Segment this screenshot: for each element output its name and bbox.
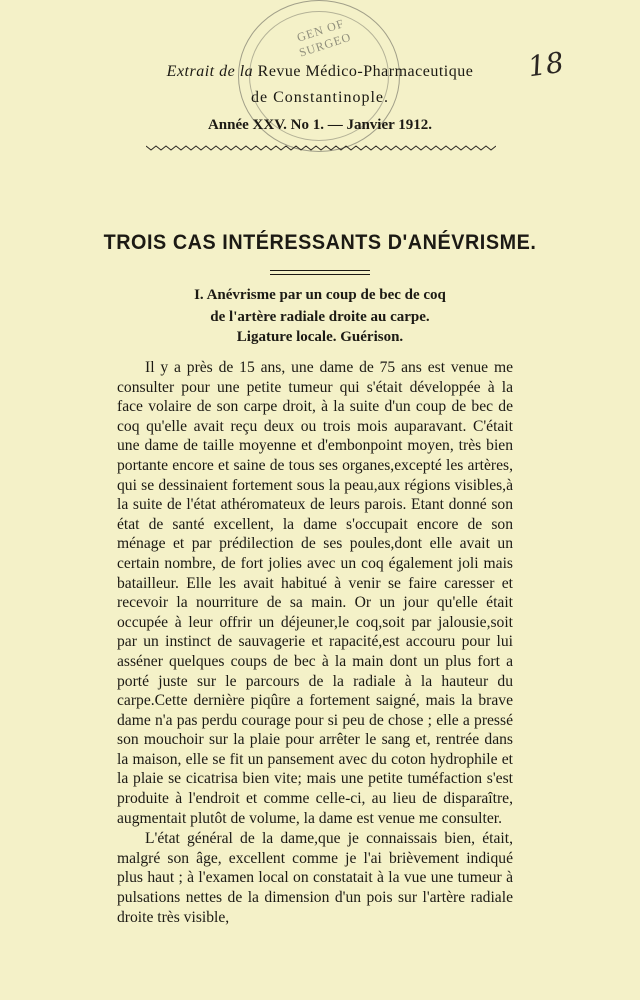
- issue-line: Année XXV. No 1. — Janvier 1912.: [207, 117, 433, 133]
- paragraph: L'état général de la dame,que je connaissais bien, était, malgré son âge, excellent comme je l'ai brièvement indiqué plus haut ; à l'examen local on constatait à la vue une tumeur à pulsations nettes de la dimension d'un pois sur l'artère radiale droite très visible,: [117, 830, 513, 926]
- section-subtitle-3: Ligature locale. Guérison.: [236, 329, 404, 345]
- extrait-label: Extrait de la: [166, 63, 254, 80]
- article-body: [117, 358, 513, 927]
- handwritten-note: 18: [525, 45, 566, 84]
- article-title: TROIS CAS INTÉRESSANTS D'ANÉVRISME.: [103, 230, 537, 254]
- wavy-rule: [146, 142, 496, 154]
- stamp-text: GEN OF SURGEO: [295, 16, 354, 60]
- header-line-1: [100, 63, 540, 81]
- section-subtitle-2: de l'artère radiale droite au carpe.: [210, 309, 430, 325]
- section-subtitle-1: I. Anévrisme par un coup de bec de coq: [194, 287, 446, 303]
- title-rule: [270, 270, 370, 275]
- paragraph: Il y a près de 15 ans, une dame de 75 ans est venue me consulter pour une petite tumeur qui s'était développée à la face volaire de son carpe droit, à la suite d'un coup de bec de coq qu'elle avait reçu deux ou trois mois auparavant. C'était une dame de taille moyenne et d'embonpoint moyen, très bien portante encore et saine de tous ses organes,excepté les artères, qui se dessinaient fortement sous la peau,aux régions visibles,à la suite de l'état athéromateux de leurs parois. Etant donné son état de santé excellent, la dame s'occupait encore de son ménage et par prédilection de ses poules,dont elle avait un certain nombre, de fort jolies avec un coq également joli mais batailleur. Elle les avait habitué à venir se faire caresser et recevoir la nourriture de sa main. Or un jour qu'elle était occupée à leur offrir un déjeuner,le coq,soit par jalousie,soit par un instinct de sauvagerie et rapacité,est accouru pour lui asséner quelques coups de bec à la main dont un plus fort a porté juste sur le parcours de la radiale à la hauteur du carpe.Cette dernière piqûre a fortement saigné, mais la brave dame n'a pas perdu courage pour si peu de chose ; elle a pressé son mouchoir sur la plaie pour arrêter le sang et, rentrée dans la maison, elle se fit un pansement avec du coton hydrophile et la plaie se cicatrisa bien vite; mais une petite tuméfaction s'est produite à l'endroit et comme celle-ci, au lieu de disparaître, augmentait plutôt de volume, la dame est venue me consulter.: [117, 359, 513, 827]
- wavy-rule-line: [146, 146, 496, 150]
- revue-name: Revue Médico-Pharmaceutique: [257, 63, 474, 80]
- header-line-2: de Constantinople.: [251, 89, 389, 106]
